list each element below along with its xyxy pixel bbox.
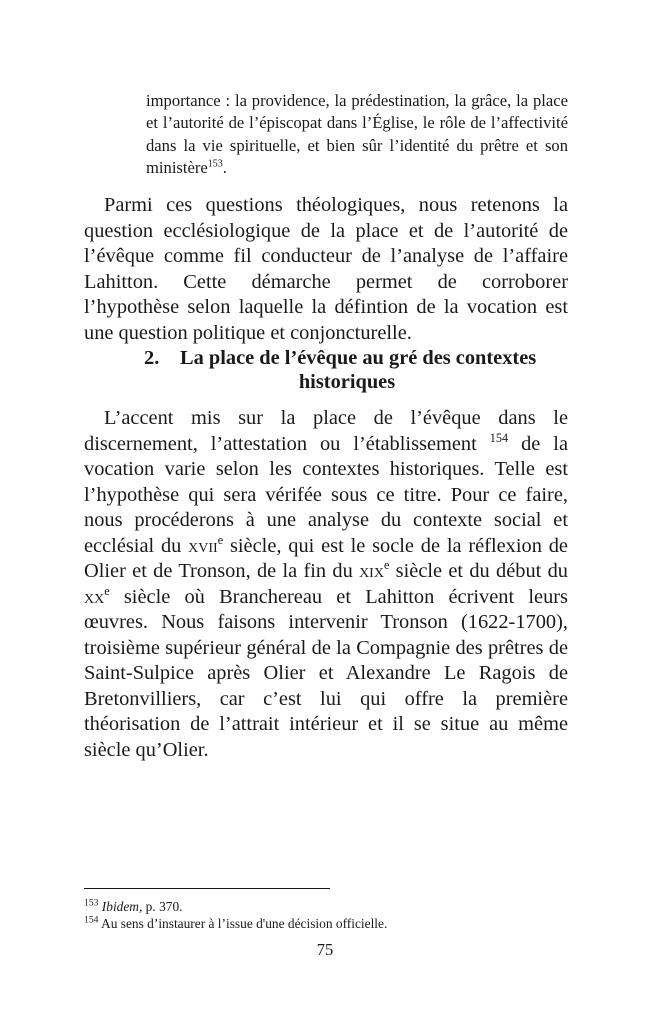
section-heading <box>84 346 568 394</box>
block-quote-text: importance : la providence, la prédestination, la grâce, la place et l’autorité de l’épiscopat dans l’Église, le rôle de l’affectivité dans la vie spirituelle, et bien sûr l’identité du prêtre et son ministère <box>146 91 568 178</box>
century-17: xvii <box>188 534 218 557</box>
paragraph-2-text-e: siècle où Branchereau et Lahitton écrivent leurs œuvres. Nous faisons intervenir Tronson (1622-1700), troisième supérieur général de la Compagnie des prêtres de Saint-Sulpice après Olier et Alexandre Le Ragois de Bretonvilliers, car c’est lui qui offre la première théorisation de l’attrait intérieur et il se situe au même siècle qu’Olier. <box>84 585 568 761</box>
block-quote <box>146 90 568 180</box>
century-20: xx <box>84 585 105 608</box>
page-number: 75 <box>316 940 334 959</box>
century-suffix: e <box>217 532 224 547</box>
section-title-line-2: historiques <box>298 371 396 393</box>
footnote-154 <box>84 915 568 932</box>
century-19: xix <box>359 560 384 582</box>
footnote-ref-154[interactable]: 154 <box>489 430 509 445</box>
footnote-ref-153[interactable]: 153 <box>207 158 223 170</box>
century-suffix: e <box>383 558 390 573</box>
footnote-number: 154 <box>84 914 99 926</box>
footnote-153 <box>84 898 568 915</box>
paragraph-2-text-d: siècle et du début du <box>389 560 568 582</box>
footnote-number: 153 <box>84 897 99 909</box>
paragraph-2 <box>84 406 568 763</box>
footnote-text: Au sens d’instaurer à l’issue d'une décision officielle. <box>98 916 388 931</box>
footnote-text: , p. 370. <box>138 899 183 914</box>
block-quote-end: . <box>222 158 227 178</box>
section-title-line-1: La place de l’évêque au gré des contextes <box>180 347 537 369</box>
footnote-citation: Ibidem <box>101 899 139 914</box>
century-suffix: e <box>104 583 110 598</box>
paragraph-2-text-c: siècle, qui est le socle de la réflexion de Olier et de Tronson, de la fin du <box>84 534 568 582</box>
footnote-separator <box>84 888 330 889</box>
paragraph-2-text-b: de la vocation varie selon les contextes historiques. Telle est l’hypothèse qui sera vérifée sous ce titre. Pour ce faire, nous procéderons à une analyse du contexte social et ecclésial du <box>84 432 568 557</box>
paragraph-2-text-a: L’accent mis sur la place de l’évêque dans le discernement, l’attestation ou l’établissement <box>84 407 568 455</box>
paragraph-1: Parmi ces questions théologiques, nous retenons la question ecclésiologique de la place et de l’autorité de l’évêque comme fil conducteur de l’analyse de l’affaire Lahitton. Cette démarche permet de corroborer l’hypothèse selon laquelle la défintion de la vocation est une question politique et conjoncturelle. <box>84 194 568 344</box>
section-number: 2. <box>144 347 160 369</box>
footnotes <box>84 898 568 932</box>
